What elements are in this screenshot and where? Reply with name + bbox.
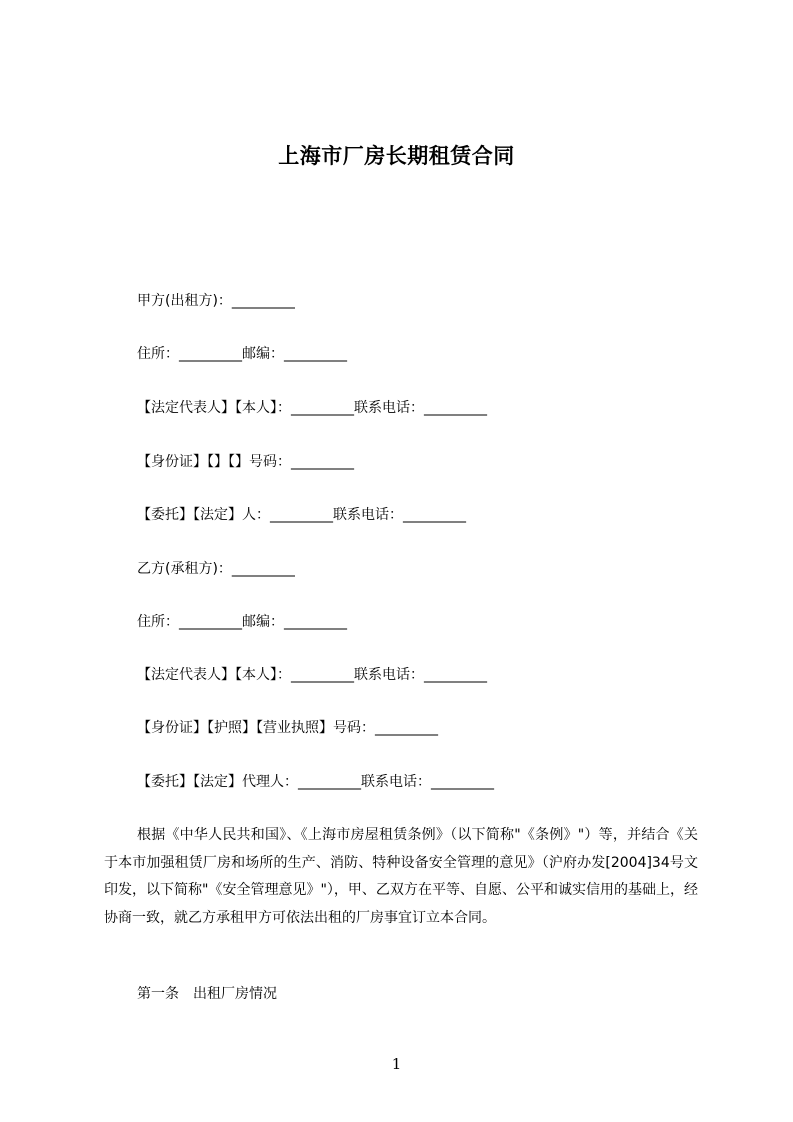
intro-paragraph: 根据《中华人民共和国》、《上海市房屋租赁条例》（以下简称"《条例》"）等，并结合《关于本市加强租赁厂房和场所的生产、消防、特种设备安全管理的意见》（沪府办发[2004]34号文印发，以下简称"《安全管理意见》"），甲、乙双方在平等、自愿、公平和诚实信用的基础上，经协商一致，就乙方承租甲方可依法出租的厂房事宜订立本合同。 xyxy=(104,827,698,926)
lessor-name-field: 甲方(出租方)：_________ xyxy=(137,293,295,309)
lessee-representative-field: 【法定代表人】【本人】：_________联系电话：_________ xyxy=(137,667,487,683)
lessee-id-field: 【身份证】【护照】【营业执照】号码：_________ xyxy=(137,720,438,736)
page-number: 1 xyxy=(391,1055,402,1073)
lessor-address-field: 住所：_________邮编：_________ xyxy=(137,346,347,362)
lessee-agent-field: 【委托】【法定】代理人：_________联系电话：_________ xyxy=(137,774,494,790)
lessor-representative-field: 【法定代表人】【本人】：_________联系电话：_________ xyxy=(137,400,487,416)
lessee-name-field: 乙方(承租方)：_________ xyxy=(137,561,295,577)
article-heading: 第一条 出租厂房情况 xyxy=(137,986,277,1002)
lessee-address-field: 住所：_________邮编：_________ xyxy=(137,614,347,630)
document-title: 上海市厂房长期租赁合同 xyxy=(278,144,515,168)
lessor-agent-field: 【委托】【法定】人：_________联系电话：_________ xyxy=(137,507,466,523)
lessor-id-field: 【身份证】【】【】号码：_________ xyxy=(137,454,354,470)
